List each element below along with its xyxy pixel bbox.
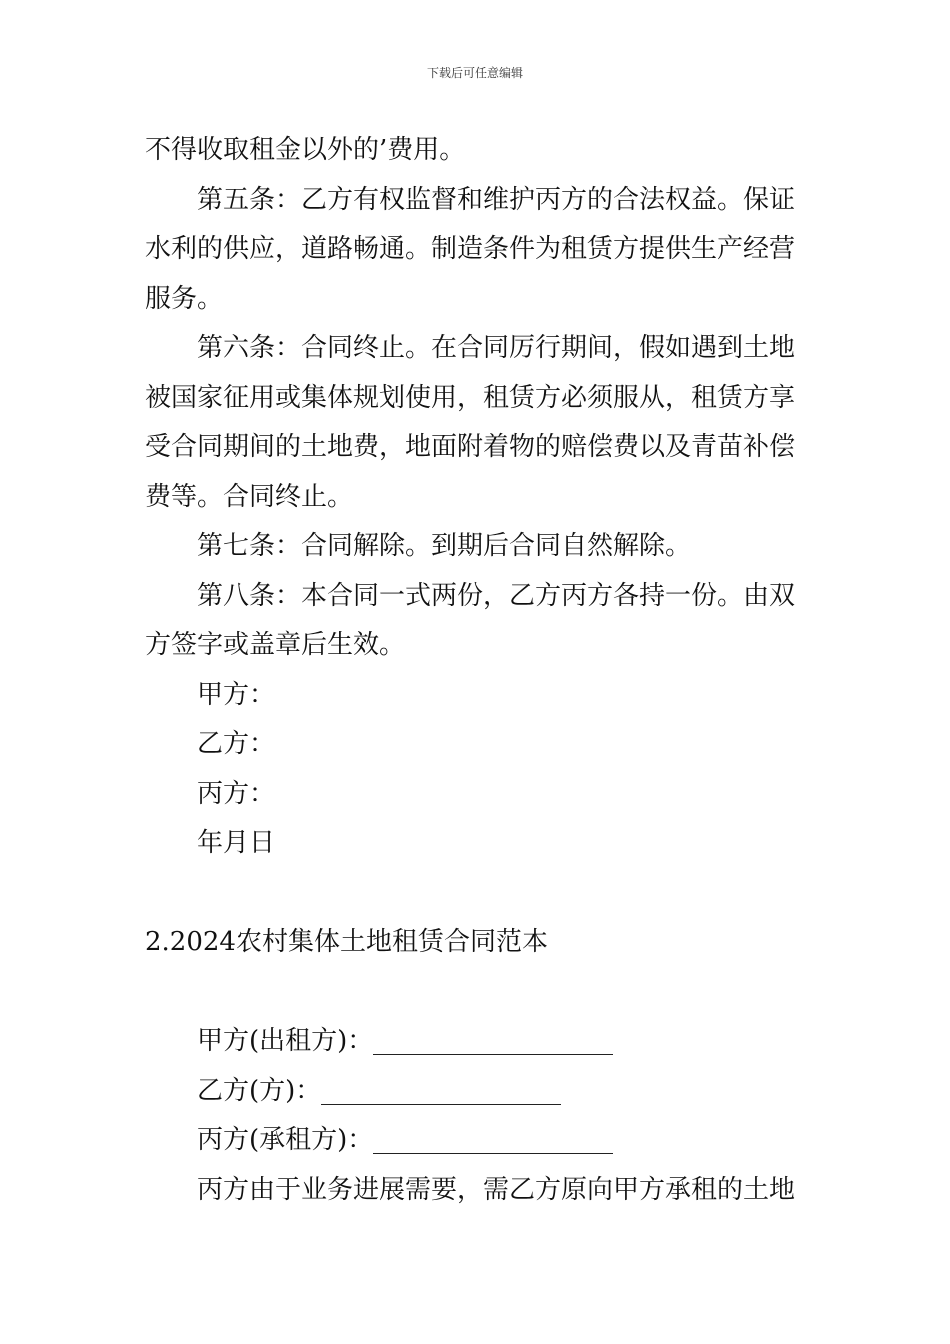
party-a-line — [145, 1017, 810, 1067]
party-c-label: 丙方(承租方)： — [197, 1125, 374, 1155]
document-body — [145, 126, 810, 1215]
party-b-label: 乙方(方)： — [197, 1075, 322, 1106]
party-a-blank[interactable] — [373, 1028, 613, 1055]
spacer — [145, 869, 810, 919]
party-b-blank[interactable] — [321, 1078, 561, 1105]
closing-paragraph: 丙方由于业务进展需要，需乙方原向甲方承租的土地 — [197, 1174, 796, 1205]
article-5: 第五条：乙方有权监督和维护丙方的合法权益。保证水利的供应，道路畅通。制造条件为租赁方提供生产经营服务。 — [145, 184, 796, 314]
signature-party-a: 甲方： — [197, 679, 276, 710]
paragraph-fee: 不得收取租金以外的’费用。 — [145, 135, 466, 165]
article-8: 第八条：本合同一式两份，乙方丙方各持一份。由双方签字或盖章后生效。 — [145, 580, 796, 660]
signature-party-c: 丙方： — [197, 778, 276, 809]
party-c-blank[interactable] — [373, 1127, 613, 1154]
article-7: 第七条：合同解除。到期后合同自然解除。 — [197, 531, 692, 561]
party-c-line — [145, 1116, 810, 1166]
signature-date: 年月日 — [197, 828, 276, 858]
party-b-line — [145, 1067, 810, 1117]
signature-party-b: 乙方： — [197, 729, 276, 759]
spacer — [145, 968, 810, 1018]
page-header: 下载后可任意编辑 — [426, 66, 523, 80]
section-title: 2.2024农村集体土地租赁合同范本 — [145, 927, 548, 957]
party-a-label: 甲方(出租方)： — [197, 1026, 374, 1056]
article-6: 第六条：合同终止。在合同厉行期间，假如遇到土地被国家征用或集体规划使用，租赁方必须服从，租赁方享受合同期间的土地费，地面附着物的赔偿费以及青苗补偿费等。合同终止。 — [145, 333, 796, 512]
